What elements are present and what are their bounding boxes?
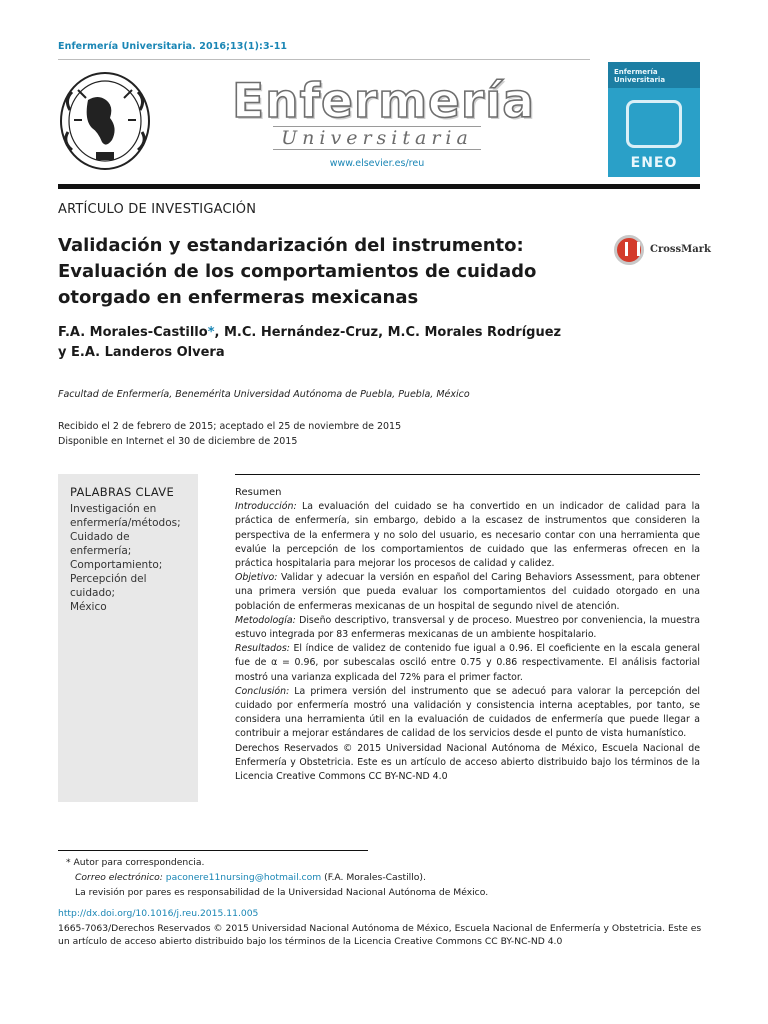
keyword-item: enfermería;: [70, 545, 132, 557]
authors-line-2: y E.A. Landeros Olvera: [58, 345, 225, 360]
journal-cover-image: [608, 62, 700, 177]
keyword-item: Investigación en: [70, 503, 157, 515]
abstract-divider: [235, 474, 700, 475]
co-authors: , M.C. Hernández-Cruz, M.C. Morales Rodríguez: [214, 325, 562, 340]
crossmark-icon: [614, 235, 644, 265]
results-label: Resultados:: [235, 643, 290, 655]
keyword-item: cuidado;: [70, 587, 116, 599]
section-label: ARTÍCULO DE INVESTIGACIÓN: [58, 202, 257, 217]
keywords-box: [58, 474, 198, 802]
cover-text: ENEO: [630, 155, 678, 171]
keyword-item: enfermería/métodos;: [70, 517, 181, 529]
intro-text: La evaluación del cuidado se ha convertido en un indicador de calidad para la práctica de enfermería, sin embargo, debido a la escasez de instrumentos que consideren la perspectiva de la enfermera y no solo del usuario, es necesario contar con una herramienta que evalúe la percepción de los comportamientos de cuidado que las enfermeras ofrecen en la práctica hospitalaria para mejorar los procesos de calidad y calidez.: [235, 501, 700, 570]
corresponding-footnote: * Autor para correspondencia.: [66, 857, 205, 868]
available-date: Disponible en Internet el 30 de diciembre de 2015: [58, 436, 298, 447]
objective-label: Objetivo:: [235, 572, 278, 584]
email-label: Correo electrónico:: [75, 872, 166, 883]
keyword-item: Cuidado de: [70, 531, 130, 543]
email-owner: (F.A. Morales-Castillo).: [321, 872, 426, 883]
abstract: [235, 486, 700, 784]
top-divider: [58, 59, 590, 60]
affiliation: Facultad de Enfermería, Benemérita Universidad Autónoma de Puebla, Puebla, México: [58, 389, 470, 400]
journal-title: Enfermería: [232, 74, 535, 129]
conclusion-label: Conclusión:: [235, 685, 290, 697]
received-date: Recibido el 2 de febrero de 2015; aceptado el 25 de noviembre de 2015: [58, 421, 402, 432]
authors-line-1: [58, 323, 678, 343]
first-author: F.A. Morales-Castillo: [58, 325, 208, 340]
abstract-heading: Resumen: [235, 487, 282, 498]
peer-review-note: La revisión por pares es responsabilidad de la Universidad Nacional Autónoma de México.: [75, 887, 489, 898]
article-title: Validación y estandarización del instrumento: Evaluación de los comportamientos de cuidado otorgado en enfermeras mexicanas: [58, 235, 537, 308]
abstract-results: [235, 642, 700, 685]
journal-subtitle: Universitaria: [273, 126, 481, 150]
keyword-item: Percepción del: [70, 573, 147, 585]
journal-url-link[interactable]: www.elsevier.es/reu: [329, 158, 425, 169]
email-footnote: [66, 870, 488, 885]
doi-link[interactable]: http://dx.doi.org/10.1016/j.reu.2015.11.005: [58, 908, 259, 919]
footnotes: [66, 855, 488, 900]
method-text: Diseño descriptivo, transversal y de proceso. Muestreo por conveniencia, la muestra estuvo integrada por 83 enfermeras mexicanas de un ambiente hospitalario.: [235, 614, 700, 641]
keywords-heading: PALABRAS CLAVE: [70, 485, 175, 499]
abstract-objective: [235, 571, 700, 614]
results-text: El índice de validez de contenido fue igual a 0.96. El coeficiente en la escala general fue de α = 0.96, por subescalas osciló entre 0.75 y 0.86 respectivamente. El análisis factorial mostró una varianza explicada del 72% para el primer factor.: [235, 643, 700, 683]
journal-masthead: [232, 74, 535, 169]
cover-emblem-icon: [626, 100, 682, 148]
crossmark-label: CrossMark: [650, 244, 711, 255]
keyword-item: México: [70, 601, 107, 613]
header-divider: [58, 184, 700, 189]
copyright-notice: 1665-7063/Derechos Reservados © 2015 Universidad Nacional Autónoma de México, Escuela Nacional de Enfermería y Obstetricia. Este es un artículo de acceso abierto distribuido bajo los términos de la Licencia Creative Commons CC BY-NC-ND 4.0: [58, 923, 702, 947]
crossmark-button[interactable]: [614, 235, 711, 267]
journal-citation: Enfermería Universitaria. 2016;13(1):3-11: [58, 41, 288, 52]
article-dates: [58, 419, 401, 449]
method-label: Metodología:: [235, 614, 296, 626]
abstract-methodology: [235, 614, 700, 642]
objective-text: Validar y adecuar la versión en español del Caring Behaviors Assessment, para obtener una primera versión que pueda evaluar los comportamientos del cuidado otorgado en una población de enfermeras mexicanas de un hospital de segundo nivel de atención.: [235, 572, 700, 612]
email-link[interactable]: paconere11nursing@hotmail.com: [165, 872, 322, 883]
footnote-divider: [58, 850, 368, 851]
keyword-item: Comportamiento;: [70, 559, 163, 571]
abstract-introduction: [235, 500, 700, 571]
abstract-conclusion: [235, 685, 700, 742]
intro-label: Introducción:: [235, 501, 297, 513]
abstract-rights: Derechos Reservados © 2015 Universidad Nacional Autónoma de México, Escuela Nacional de Enfermería y Obstetricia. Este es un artículo de acceso abierto distribuido bajo los términos de la Licencia Creative Commons CC BY-NC-ND 4.0: [235, 742, 700, 783]
cover-title: Enfermería Universitaria: [614, 68, 666, 84]
university-seal-icon: [58, 70, 152, 172]
conclusion-text: La primera versión del instrumento que se adecuó para valorar la percepción del cuidado por enfermería mostró una validación y consistencia interna aceptables, por tanto, se considera una herramienta útil en la evaluación de cuidados de enfermería que puede llegar a contribuir a mejorar estándares de calidad de los servicios desde el punto de vista humanístico.: [235, 685, 700, 740]
corresponding-author-link[interactable]: *: [207, 325, 215, 340]
author-list: [58, 323, 678, 363]
